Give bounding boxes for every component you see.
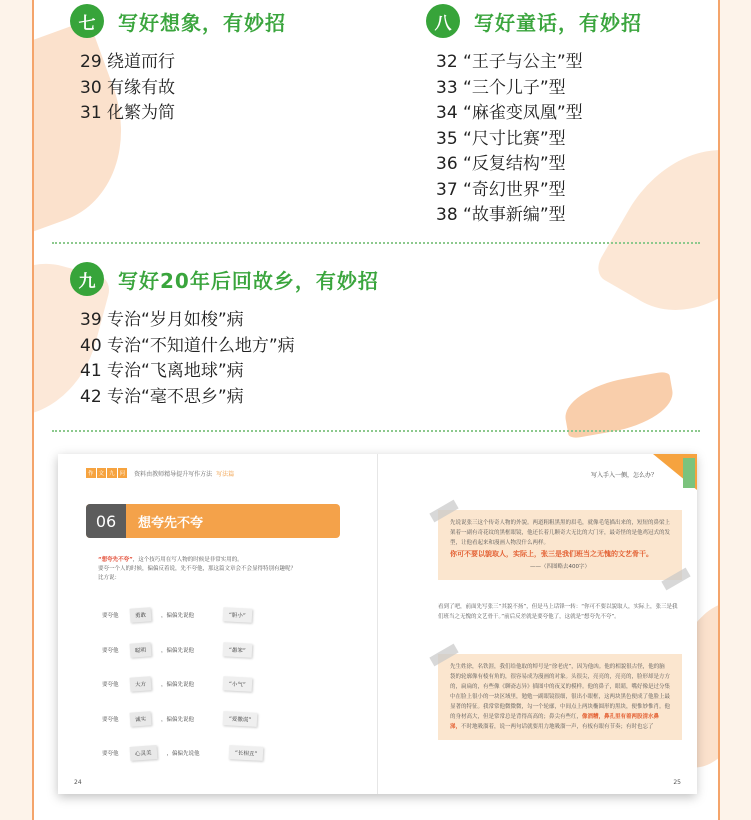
book-spread-preview: [58, 454, 696, 794]
chapter-item: 34 “麻雀变凤凰”型: [436, 103, 583, 123]
card-source: ——（四图略去400字）: [530, 564, 590, 570]
row-lead: 要夸他: [102, 682, 119, 689]
book-page-right: [377, 454, 697, 794]
card-text: 不时地吸溜着，说一两句话就要用力地吸溜一声，有板有眼有节奏；有时也忘了: [461, 724, 654, 730]
card-text: 先生姓徐，名铁涯，我们给他取的绰号是“徐老虎”，因为他凶。他的相貌很古怪，他的脑袋的轮廓像有棱有角的，很容易成为漫画的对象。头很尖，亮亮的，亮亮的，脸形却是方方的，扁扁的，有些像《聊斋志异》插图中的夜叉的模样。他的鼻子，眼睛，嘴好像是过分集中在脸上很小的一块区域里，勉勉一副眼镜很细，很出小眼框，这两块黑色便成了他脸上最显著的特征。我常常他微微微，勾一个轮廓，中间点上两块椭圆形的黑块，便惟妙惟肖。他的身材高大，但是常常总是背得高高的；鼻尖有些红，: [450, 664, 671, 720]
chapter-item: 33 “三个儿子”型: [436, 77, 566, 98]
corner-tab: [683, 458, 695, 488]
chapter-item: 39 专治“岁月如梭”病: [80, 310, 244, 330]
intro-text: 要夸一个人的时候，偏偏反着说，先不夸他，那这篇文章会不会显得特别有趣呢？: [98, 566, 297, 572]
chapter-item: 31 化繁为简: [80, 103, 176, 123]
section-title: 写好想象，有妙招: [118, 10, 286, 35]
lesson-number: 06: [86, 504, 126, 538]
chapter-item: 30 有缘有故: [80, 77, 176, 98]
opposite-word: “小气”: [223, 677, 252, 692]
virtue-word: 心灵美: [130, 745, 157, 761]
tape-decoration: [429, 644, 458, 667]
book-page-left: [58, 454, 377, 794]
virtue-word: 勇敢: [130, 608, 152, 623]
chapter-item: 41 专治“飞离地球”病: [80, 361, 244, 381]
row-mid: ，偏偏先说他: [166, 751, 200, 758]
running-header: [86, 468, 234, 478]
row-lead: 要夸他: [102, 716, 119, 723]
chapter-list: [80, 308, 379, 410]
header-subtitle: 资料由教师精导提升写作方法: [134, 470, 213, 478]
card-emphasis: 像酒糟，鼻孔里有着两股清水鼻涕，: [450, 714, 660, 730]
page-number: 25: [673, 779, 681, 786]
section-title: 写好20年后回故乡，有妙招: [118, 268, 379, 293]
virtue-word: 大方: [130, 677, 152, 692]
opposite-word: “长相丑”: [228, 745, 263, 761]
section-divider: [52, 430, 700, 432]
section-8: [426, 4, 642, 229]
opposite-word: “爱撒谎”: [223, 711, 258, 727]
opposite-word: “胆小”: [223, 608, 252, 623]
section-7: [70, 4, 286, 127]
section-header: [70, 4, 286, 38]
lesson-title-bar: [86, 504, 340, 538]
chapter-item: 40 专治“不知道什么地方”病: [80, 335, 295, 356]
intro-text: ，这个技巧用在写人物的时候是非常实用的。: [132, 557, 243, 563]
example-row: [102, 702, 342, 737]
chapter-list: [80, 50, 286, 127]
page-frame: [32, 0, 720, 820]
row-mid: ，偏偏先说他: [161, 613, 195, 620]
series-tag: 作: [86, 468, 96, 478]
running-header-right: 写入手入一侧，怎么办？: [590, 472, 657, 479]
series-tag: 问: [118, 468, 128, 478]
section-divider: [52, 242, 700, 244]
chapter-item: 35 “尺寸比赛”型: [436, 128, 566, 149]
section-title: 写好童话，有妙招: [474, 10, 642, 35]
chapter-item: 36 “反复结构”型: [436, 154, 566, 174]
card-text: 先说说张三这个传奇人物的外貌。两道粗粗黑黑的眉毛，就像毛笔描出来的，短短的鼻梁上架着一副有奇花纹的黑框眼镜，他还长着几颗奇大无比的大门牙，最奇怪的是他鸡冠式的发型，让他看起来和漫画人物没什么两样。: [450, 520, 671, 546]
chapter-list: [436, 50, 642, 229]
opposite-word: “愚笨”: [223, 642, 252, 657]
virtue-word: 聪明: [130, 642, 152, 657]
example-row: [102, 633, 342, 668]
chapter-item: 32 “王子与公主”型: [436, 52, 583, 72]
chapter-item: 37 “奇幻世界”型: [436, 179, 566, 200]
example-card: [438, 654, 682, 740]
intro-text: 比方说：: [98, 575, 121, 581]
explanation-text: 看到了吧，前面先写张三“其貌不扬”，但是马上话锋一转：“你可不要以貌取人，实际上，张三是我们班当之无愧的文艺骨干。”前后反差就是要夸他了，这就是“想夸先不夸”。: [438, 604, 678, 620]
row-lead: 要夸他: [102, 751, 119, 758]
lesson-title: 想夸先不夸: [138, 515, 204, 531]
section-header: [426, 4, 642, 38]
section-number-badge: 九: [70, 262, 104, 296]
lesson-intro: [98, 556, 348, 583]
example-card: [438, 510, 682, 580]
example-row: [102, 736, 342, 771]
section-header: [70, 262, 379, 296]
page-number: 24: [74, 779, 82, 786]
row-mid: ，偏偏先说他: [161, 682, 195, 689]
decor-leaf: [560, 371, 677, 439]
chapter-item: 38 “故事新编”型: [436, 205, 566, 225]
header-highlight: 写法篇: [216, 470, 235, 478]
row-lead: 要夸他: [102, 613, 119, 620]
row-lead: 要夸他: [102, 647, 119, 654]
intro-keyword: “想夸先不夸”: [98, 557, 133, 563]
row-mid: ，偏偏先说他: [161, 716, 195, 723]
chapter-item: 29 绕道而行: [80, 52, 176, 72]
section-number-badge: 八: [426, 4, 460, 38]
series-tag: 九: [107, 468, 117, 478]
series-tag: 文: [97, 468, 107, 478]
chapter-item: 42 专治“毫不思乡”病: [80, 386, 244, 407]
example-row: [102, 667, 342, 702]
row-mid: ，偏偏先说他: [161, 647, 195, 654]
section-number-badge: 七: [70, 4, 104, 38]
card-emphasis: 你可不要以貌取人，实际上，张三是我们班当之无愧的文艺骨干。: [450, 550, 653, 558]
example-rows: [102, 598, 342, 771]
example-row: [102, 598, 342, 633]
virtue-word: 诚实: [130, 711, 152, 726]
section-9: [70, 262, 379, 410]
